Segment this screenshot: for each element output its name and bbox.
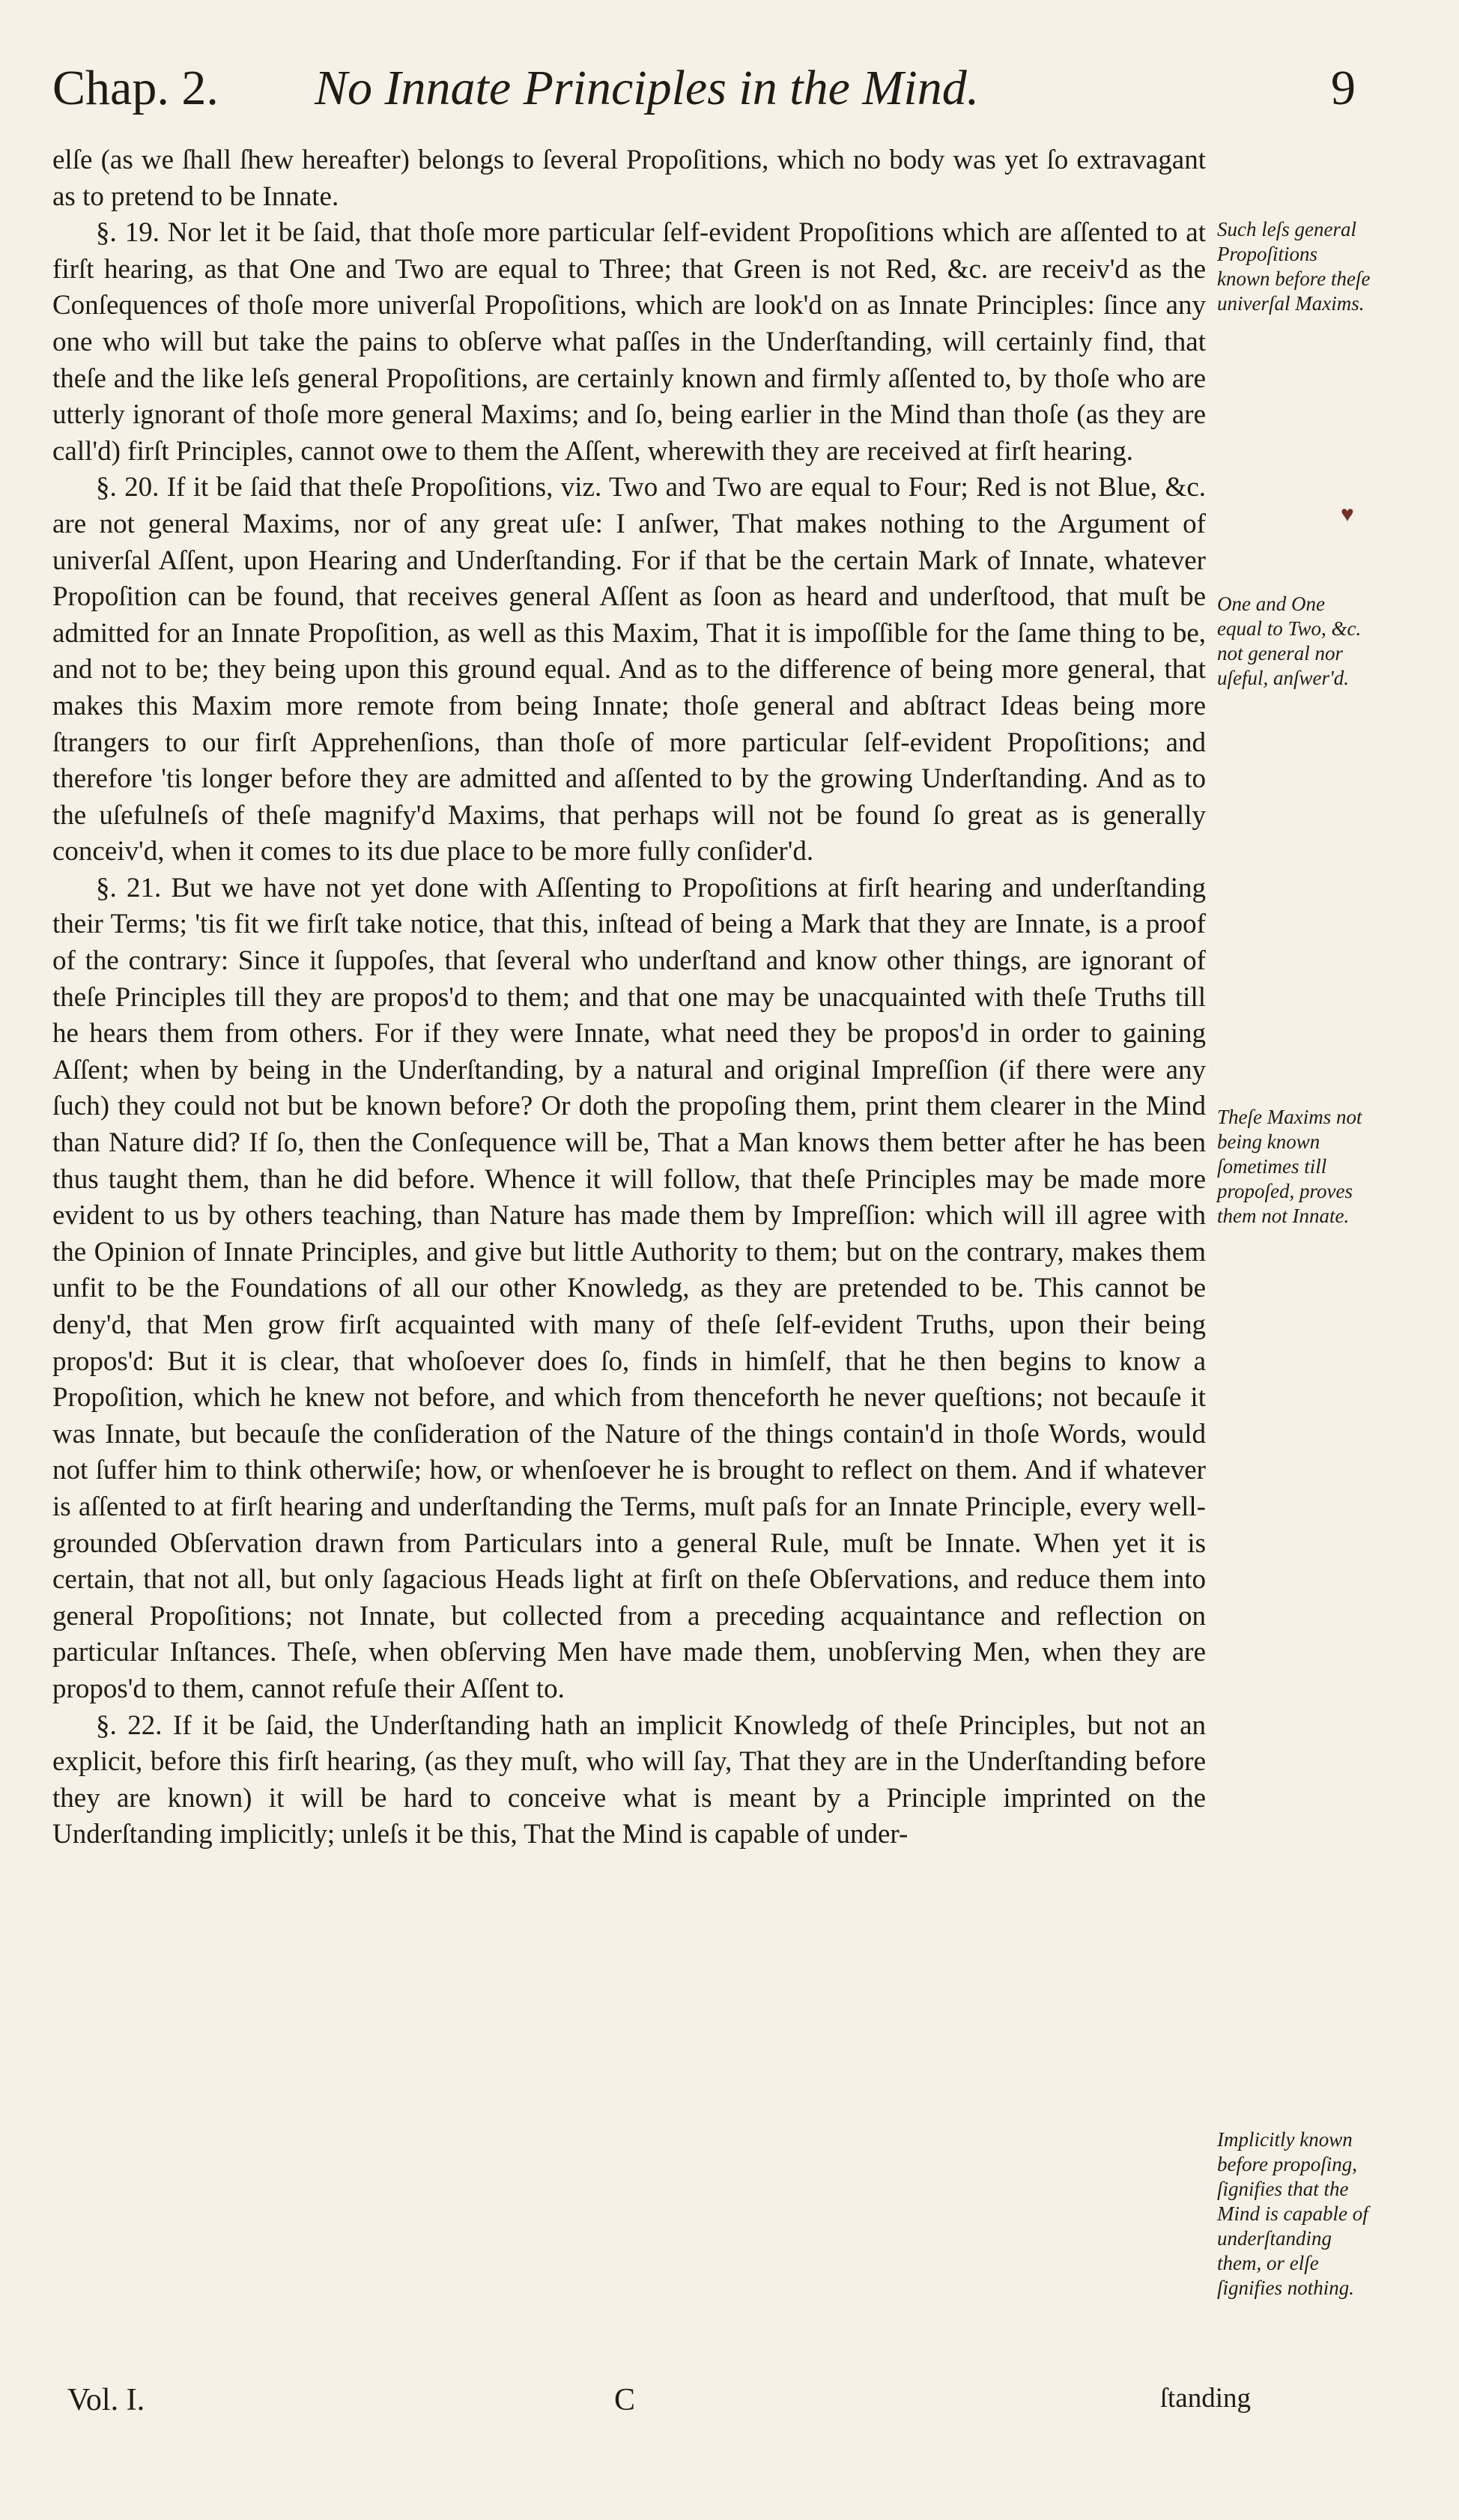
section-21: §. 21. But we have not yet done with Aſſenting to Propoſitions at firſt hearing and underſtanding their Terms; 'tis fit we firſt take notice, that this, inſtead of being a Mark that they are Innate, is a proof of the contrary: Since it ſuppoſes, that ſeveral who underſtand and know other things, are ignorant of theſe Principles till they are propos'd to them; and that one may be unacquainted with theſe Truths till he hears them from others. For if they were Innate, what need they be propos'd in order to gaining Aſſent; when by being in the Underſtanding, by a natural and original Impreſſion (if there were any ſuch) they could not but be known before? Or doth the propoſing them, print them clearer in the Mind than Nature did? If ſo, then the Conſequence will be, That a Man knows them better after he has been thus taught them, than he did before. Whence it will follow, that theſe Principles may be made more evident to us by others teaching, than Nature has made them by Impreſſion: which will ill agree with the Opinion of Innate Principles, and give but little Authority to them; but on the contrary, makes them unfit to be the Foundations of all our other Knowledg, as they are pretended to be. This cannot be deny'd, that Men grow firſt acquainted with many of theſe ſelf-evident Truths, upon their being propos'd: But it is clear, that whoſoever does ſo, finds in himſelf, that he then begins to know a Propoſition, which he knew not before, and which from thenceforth he never queſtions; not becauſe it was Innate, but becauſe the conſideration of the Nature of the things contain'd in thoſe Words, would not ſuffer him to think otherwiſe; how, or whenſoever he is brought to reflect on them. And if whatever is aſſented to at firſt hearing and underſtanding the Terms, muſt paſs for an Innate Principle, every well-grounded Obſervation drawn from Particulars into a general Rule, muſt be Innate. When yet it is certain, that not all, but only ſagacious Heads light at firſt on theſe Obſervations, and reduce them into general Propoſitions; not Innate, but collected from a preceding acquaintance and reflection on particular Inſtances. Theſe, when obſerving Men have made them, unobſerving Men, when they are propos'd to them, cannot refuſe their Aſſent to. <box>52 872 1206 1704</box>
chapter-label: Chap. 2. <box>52 61 219 115</box>
section-22: §. 22. If it be ſaid, the Underſtanding hath an implicit Knowledg of theſe Principles, but not an explicit, before this firſt hearing, (as they muſt, who will ſay, That they are in the Underſtanding before they are known) it will be hard to conceive what is meant by a Principle imprinted on the Underſtanding implicitly; unleſs it be this, That the Mind is capable of under- <box>52 1709 1206 1850</box>
margin-note-20: One and One equal to Two, &c. not general nor uſeful, anſwer'd. <box>1217 593 1362 689</box>
margin-note-22: Implicitly known before propoſing, ſignifies that the Mind is capable of underſtanding them, or elſe ſignifies nothing. <box>1217 2128 1368 2299</box>
main-text <box>52 142 1206 1853</box>
page-number: 9 <box>1331 61 1356 115</box>
section-20: §. 20. If it be ſaid that theſe Propoſitions, viz. Two and Two are equal to Four; Red is not Blue, &c. are not general Maxims, nor of any great uſe: I anſwer, That makes nothing to the Argument of univerſal Aſſent, upon Hearing and Underſtanding. For if that be the certain Mark of Innate, whatever Propoſition can be found, that receives general Aſſent as ſoon as heard and underſtood, that muſt be admitted for an Innate Propoſition, as well as this Maxim, That it is impoſſible for the ſame thing to be, and not to be; they being upon this ground equal. And as to the difference of being more general, that makes this Maxim more remote from being Innate; thoſe general and abſtract Ideas being more ſtrangers to our firſt Apprehenſions, than thoſe of more particular ſelf-evident Propoſitions; and therefore 'tis longer before they are admitted and aſſented to by the growing Underſtanding. And as to the uſefulneſs of theſe magnify'd Maxims, that perhaps will not be found ſo great as is generally conceiv'd, when it comes to its due place to be more fully conſider'd. <box>52 472 1206 867</box>
margin-note-19: Such leſs general Propoſitions known before theſe univerſal Maxims. <box>1217 218 1371 315</box>
chapter-title: No Innate Principles in the Mind. <box>315 61 980 115</box>
section-19: §. 19. Nor let it be ſaid, that thoſe more particular ſelf-evident Propoſitions which are aſſented to at firſt hearing, as that One and Two are equal to Three; that Green is not Red, &c. are receiv'd as the Conſequences of thoſe more univerſal Propoſitions, which are look'd on as Innate Principles: ſince any one who will but take the pains to obſerve what paſſes in the Underſtanding, will certainly find, that theſe and the like leſs general Propoſitions, are certainly known and firmly aſſented to, by thoſe who are utterly ignorant of thoſe more general Maxims; and ſo, being earlier in the Mind than thoſe (as they are call'd) firſt Principles, cannot owe to them the Aſſent, wherewith they are received at firſt hearing. <box>52 217 1206 467</box>
page-footer <box>67 2382 1251 2420</box>
margin-note-21: Theſe Maxims not being known ſometimes till propoſed, proves them not Innate. <box>1217 1106 1362 1227</box>
catchword: ſtanding <box>1159 2383 1251 2414</box>
running-header <box>52 60 1356 127</box>
ink-mark: ♥ <box>1341 502 1354 527</box>
signature-mark: C <box>614 2383 636 2417</box>
paragraph-continuation: elſe (as we ſhall ſhew hereafter) belongs to ſeveral Propoſitions, which no body was yet ſo extravagant as to pretend to be Innate. <box>52 145 1206 212</box>
volume-label: Vol. I. <box>67 2383 145 2417</box>
